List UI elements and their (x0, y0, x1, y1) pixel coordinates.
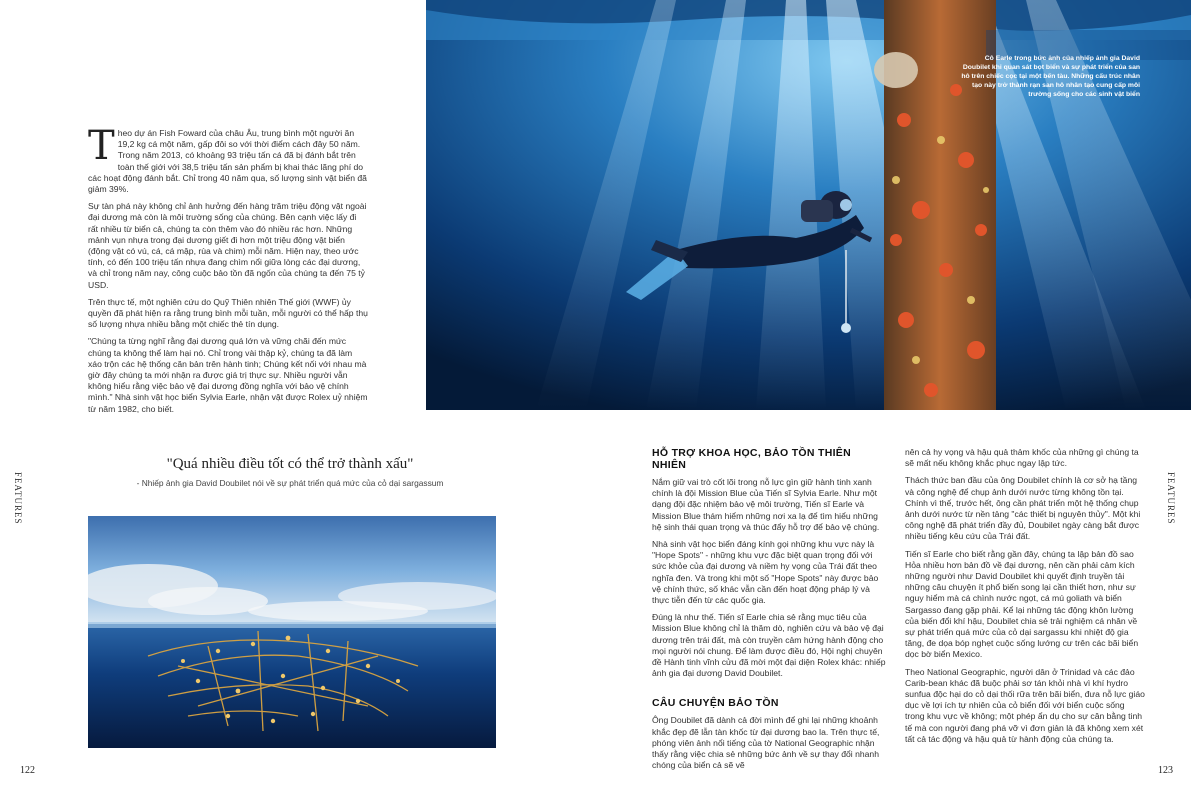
paragraph-4: "Chúng ta từng nghĩ rằng đại dương quá lớn và vững chãi đến mức chúng ta không thể làm hại nó. Chỉ trong vài thập kỷ, chúng ta đã làm xáo trộn các hệ thống căn bản trên hành tinh; Chúng kết nối với nhau mà giờ đây chúng ta mới nhận ra được giá trị thực sự. Nhiều người vẫn không hiểu rằng việc bảo vệ đại dương đồng nghĩa với bảo vệ chính mình." Nhà sinh vật học biển Sylvia Earle, nhận vật được Rolex uỷ nhiệm từ năm 1982, cho biết. (88, 336, 368, 414)
col2-paragraph-1: nên cả hy vọng và hậu quả thảm khốc của những gì chúng ta sẽ mất nếu không khắc phục ngay lập tức. (905, 447, 1139, 469)
pull-quote-attribution: - Nhiếp ảnh gia David Doubilet nói về sự phát triển quá mức của cỏ dại sargassum (136, 478, 444, 488)
section-heading-2: CÂU CHUYỆN BẢO TỒN (652, 697, 779, 710)
page-number-right: 123 (1158, 765, 1173, 776)
col1-paragraph-2: Nhà sinh vật học biển đáng kính gọi những khu vực này là "Hope Spots" - những khu vực đặc biệt quan trọng đối với sức khỏe của đại dương và niềm hy vọng của Trái đất theo nghĩa đen. Và trong khi một số "Hope Spots" này được bảo vệ chính thức, số khác vẫn cần đến hoạt động pháp lý và thực tiễn đến từ các quốc gia. (652, 539, 879, 606)
side-label-left: FEATURES (13, 472, 23, 525)
photo-caption: Cô Earle trong bức ảnh của nhiếp ảnh gia David Doubilet khi quan sát bọt biển và sự phát triển của san hô trên chiếc cọc tại một bến tàu. Những cấu trúc nhân tạo này trở thành rạn san hô nhân tạo cung cấp môi trường sống cho các sinh vật biển (961, 55, 1140, 98)
paragraph-3: Trên thực tế, một nghiên cứu do Quỹ Thiên nhiên Thế giới (WWF) ủy quyền đã phát hiện ra rằng trung bình mỗi tuần, mỗi người có thể hấp thụ số lượng nhựa nhiều bằng một chiếc thẻ tín dụng. (88, 296, 368, 330)
left-article-column (88, 123, 368, 421)
sargassum-photo (88, 516, 496, 748)
paragraph-2: Sự tàn phá này không chỉ ảnh hưởng đến hàng trăm triệu động vật ngoài đại dương mà còn là môi trường sống của chúng. Bên cạnh việc lấy đi rất nhiều từ biển cả, chúng ta còn thêm vào đó nhiều rác hơn. Những mảnh vụn nhựa trong đại dương giết đi hơn một triệu động vật biển (động vật có vú, cá, cá mập, rùa và chim) mỗi năm. Hiện nay, theo ước tính, có đến 100 triệu tấn nhựa đang chìm nổi giữa lòng các đại dương, và chỉ trong năm nay, công cuộc bảo tồn đã ngốn của chúng ta đến 75 tỷ USD. (88, 201, 367, 290)
col1-paragraph-3: Đúng là như thế. Tiến sĩ Earle chia sẻ rằng mục tiêu của Mission Blue không chỉ là thăm dò, nghiên cứu và bảo vệ đại dương trên trái đất, mà còn truyền cảm hứng hành động cho mọi người nói chung. Để làm được điều đó, Hội nghị chuyên đề Hành tinh vĩnh cửu đã mời một đại diện Rolex khác: nhiếp ảnh gia đại dương David Doubilet. (652, 612, 886, 679)
section-heading-1: HỖ TRỢ KHOA HỌC, BẢO TỒN THIÊN NHIÊN (652, 447, 851, 471)
col2-paragraph-2: Thách thức ban đầu của ông Doubilet chính là cơ sở hạ tầng và công nghệ để chụp ảnh dưới nước từng không tồn tại. Chính vì thế, trước hết, ông cần phát triển một hệ thống chụp ảnh dưới nước từ nền tảng "các thiết bị nguyên thủy". Một khi công nghệ đã phát triển đầy đủ, Doubilet ngày càng bắt được nhiều tiếng kêu cứu của Trái đất. (905, 475, 1141, 542)
col1-paragraph-1: Nắm giữ vai trò cốt lõi trong nỗ lực gìn giữ hành tinh xanh chính là đội Mission Blue của Tiến sĩ Sylvia Earle. Như một dạng đội đặc nhiệm bảo vệ môi trường, Tiến sĩ Earle và Mission Blue thám hiểm những nơi xa lạ để tìm hiểu những hệ sinh thái quan trọng và thúc đẩy hỗ trợ để bảo vệ chúng. (652, 477, 880, 532)
col2-paragraph-4: Theo National Geographic, người dân ở Trinidad và các đảo Carib-bean khác đã buộc phải sơ tán khỏi nhà vì khí hydro sunfua độc hại do cỏ dại thối rữa trên bãi biển, đưa nỗ lực giáo dục về lợi ích tự nhiên của cỏ biển đối với biển cuộc sống trong khu vực về không; một phép ẩn dụ cho sự cân bằng tinh tế mà con người đang phá vỡ vì đơn giản là đã không xem xét tất cả tác động và hậu quả từ hành động của chúng ta. (905, 666, 1145, 744)
col1-paragraph-4: Ông Doubilet đã dành cả đời mình để ghi lại những khoảnh khắc đẹp đẽ lẫn tàn khốc từ đại dương bao la. Trên thực tế, phóng viên ảnh nổi tiếng của tờ National Geographic nhận thấy rằng việc chia sẻ những bức ảnh về sự thay đổi nhanh chóng của biển cả sẽ vẽ (652, 715, 880, 771)
col2-paragraph-3: Tiến sĩ Earle cho biết rằng gần đây, chúng ta lập bản đồ sao Hỏa nhiều hơn bản đồ về đại dương, nên cần phải cảm kích những người như David Doubilet khi quyết định truyền tải những câu chuyện ít phổ biến song lại cần thiết hơn, như sự nguy hiểm mà cá chình nước ngọt, cá mú goliath và biển Sargasso đang gặp phải. Kể lại những tác động khôn lường của biến đổi khí hậu, Doubilet chia sẻ trải nghiệm cá nhân về sự phát triển quá mức của cỏ dại sargassu khi nhiệt độ gia tăng, đe dọa bóp nghẹt cuộc sống lướng cư trên các bãi biển dọc bờ biển Mexico. (905, 548, 1139, 660)
side-label-right: FEATURES (1166, 472, 1176, 525)
sargassum-photo-graphic (88, 516, 496, 748)
pull-quote: "Quá nhiều điều tốt có thể trở thành xấu" (166, 456, 414, 472)
right-column-1 (652, 447, 888, 777)
right-column-2 (905, 447, 1145, 751)
page-number-left: 122 (20, 765, 35, 776)
lead-paragraph: Theo dự án Fish Foward của châu Âu, trung bình một người ăn 19,2 kg cá một năm, gấp đôi so với thời điểm cách đây 50 năm. Trong năm 2013, có khoảng 93 triệu tấn cá đã bị đánh bắt trên toàn thế giới với 38,5 triệu tấn sản phẩm bị khai thác lãng phí do các hoạt động đánh bắt. Chỉ trong 40 năm qua, số lượng sinh vật biển đã giảm 39%. (88, 123, 367, 195)
drop-cap: T (88, 123, 115, 169)
